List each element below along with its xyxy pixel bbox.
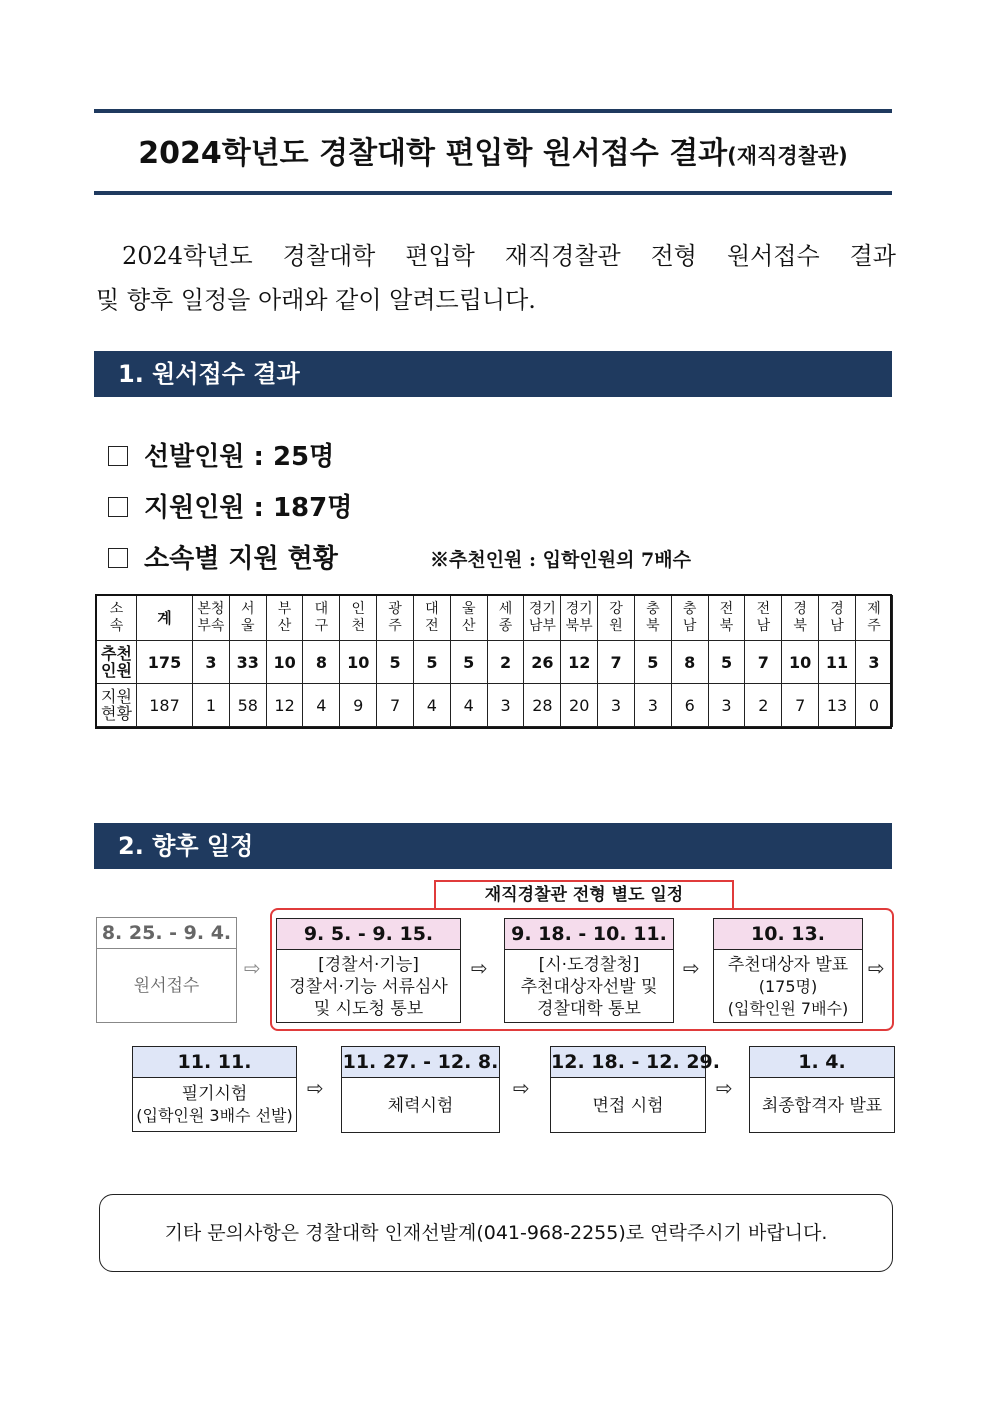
table-column-header: 계	[137, 596, 193, 641]
table-cell: 28	[524, 684, 561, 727]
table-row-label: 지원 현황	[97, 684, 137, 727]
table-cell: 3	[634, 684, 671, 727]
table-cell: 10	[782, 641, 819, 684]
arrow-right-icon: ⇨	[513, 1076, 530, 1100]
table-cell: 7	[745, 641, 782, 684]
arrow-right-icon: ⇨	[716, 1076, 733, 1100]
table-cell: 7	[598, 641, 635, 684]
step-text: 체력시험	[387, 1095, 454, 1116]
table-cell: 5	[413, 641, 450, 684]
table-cell: 4	[413, 684, 450, 727]
table-column-header: 경기 남부	[524, 596, 561, 641]
table-cell: 4	[303, 684, 340, 727]
checkbox-icon	[108, 446, 128, 466]
checkbox-icon	[108, 548, 128, 568]
table-column-header: 세 종	[487, 596, 524, 641]
step-line: 경찰서·기능 서류심사	[289, 976, 448, 997]
arrow-right-icon: ⇨	[868, 956, 885, 980]
table-cell: 175	[137, 641, 193, 684]
table-cell: 10	[340, 641, 377, 684]
table-cell: 10	[266, 641, 303, 684]
table-column-header: 경기 북부	[561, 596, 598, 641]
step-line: 필기시험	[181, 1084, 248, 1104]
step-date: 8. 25. - 9. 4.	[97, 918, 236, 949]
intro-line-1: 2024학년도 경찰대학 편입학 재직경찰관 전형 원서접수 결과	[122, 242, 896, 270]
table-column-header: 인 천	[340, 596, 377, 641]
intro-paragraph	[96, 234, 896, 322]
affiliation-table	[96, 595, 893, 727]
schedule-step-station-review	[276, 918, 461, 1023]
table-cell: 12	[266, 684, 303, 727]
step-body	[505, 950, 673, 1023]
schedule-step-physical-test	[341, 1046, 500, 1133]
title-top-rule	[94, 109, 892, 113]
table-row-recommend	[97, 641, 893, 684]
table-cell: 2	[745, 684, 782, 727]
table-column-header: 제 주	[855, 596, 892, 641]
step-line: [시·도경찰청]	[538, 954, 640, 975]
table-cell: 11	[819, 641, 856, 684]
table-cell: 3	[598, 684, 635, 727]
table-cell: 12	[561, 641, 598, 684]
table-column-header: 강 원	[598, 596, 635, 641]
step-body	[714, 950, 862, 1023]
table-row-label: 소 속	[97, 596, 137, 641]
schedule-step-application	[96, 917, 237, 1023]
table-cell: 33	[229, 641, 266, 684]
arrow-right-icon: ⇨	[471, 956, 488, 980]
table-cell: 3	[855, 641, 892, 684]
bullet-label: 지원인원 : 187명	[144, 493, 353, 523]
step-date: 9. 5. - 9. 15.	[277, 919, 460, 950]
table-cell: 8	[671, 641, 708, 684]
step-date: 11. 11.	[133, 1047, 296, 1078]
table-cell: 5	[634, 641, 671, 684]
schedule-step-recommend-announce	[713, 918, 863, 1023]
step-line: (입학인원 7배수)	[727, 998, 849, 1018]
contact-notice: 기타 문의사항은 경찰대학 인재선발계(041-968-2255)로 연락주시기 바랍니다.	[99, 1194, 893, 1272]
table-cell: 3	[193, 641, 230, 684]
table-cell: 4	[450, 684, 487, 727]
table-column-header: 대 구	[303, 596, 340, 641]
page-title	[94, 128, 892, 172]
table-header-row	[97, 596, 893, 641]
checkbox-icon	[108, 497, 128, 517]
bullet-applicant-count	[108, 487, 352, 524]
bullet-affiliation-status	[108, 538, 338, 575]
step-body	[133, 1078, 296, 1132]
step-line: 경찰대학 통보	[537, 998, 641, 1019]
arrow-right-icon: ⇨	[307, 1076, 324, 1100]
table-cell: 9	[340, 684, 377, 727]
schedule-step-provincial-selection	[504, 918, 674, 1023]
table-column-header: 전 남	[745, 596, 782, 641]
table-cell: 0	[855, 684, 892, 727]
step-line: (입학인원 3배수 선발)	[136, 1106, 293, 1125]
page-title-main: 2024학년도 경찰대학 편입학 원서접수 결과	[138, 136, 728, 171]
section-1-header: 1. 원서접수 결과	[94, 351, 892, 397]
table-cell: 5	[450, 641, 487, 684]
step-line: [경찰서·기능]	[318, 954, 419, 975]
schedule-step-interview	[550, 1046, 720, 1133]
intro-line-2: 및 향후 일정을 아래와 같이 알려드립니다.	[96, 286, 536, 314]
table-row-label: 추천 인원	[97, 641, 137, 684]
step-date: 12. 18. - 12. 29.	[551, 1047, 705, 1078]
table-cell: 7	[377, 684, 414, 727]
step-text: 최종합격자 발표	[761, 1095, 883, 1116]
table-column-header: 경 남	[819, 596, 856, 641]
step-line: 추천대상자 발표	[727, 954, 849, 975]
table-column-header: 충 남	[671, 596, 708, 641]
step-text: 면접 시험	[592, 1095, 664, 1116]
table-cell: 1	[193, 684, 230, 727]
step-date: 11. 27. - 12. 8.	[342, 1047, 499, 1078]
table-column-header: 대 전	[413, 596, 450, 641]
table-cell: 26	[524, 641, 561, 684]
table-cell: 187	[137, 684, 193, 727]
section-2-header: 2. 향후 일정	[94, 823, 892, 869]
schedule-step-final-announce	[749, 1046, 895, 1133]
table-column-header: 경 북	[782, 596, 819, 641]
table-cell: 8	[303, 641, 340, 684]
step-date: 10. 13.	[714, 919, 862, 950]
bullet-label: 선발인원 : 25명	[144, 442, 335, 472]
bullet-selection-count	[108, 436, 334, 473]
table-column-header: 서 울	[229, 596, 266, 641]
recommend-note: ※추천인원 : 입학인원의 7배수	[430, 549, 691, 571]
table-cell: 7	[782, 684, 819, 727]
table-column-header: 전 북	[708, 596, 745, 641]
step-line: (175명)	[758, 976, 818, 996]
table-cell: 3	[708, 684, 745, 727]
bullet-label: 소속별 지원 현황	[144, 544, 338, 574]
step-line: 추천대상자선발 및	[520, 976, 658, 997]
table-column-header: 울 산	[450, 596, 487, 641]
table-cell: 2	[487, 641, 524, 684]
table-cell: 6	[671, 684, 708, 727]
step-date: 9. 18. - 10. 11.	[505, 919, 673, 950]
title-bottom-rule	[94, 191, 892, 195]
table-column-header: 본청 부속	[193, 596, 230, 641]
step-text: 원서접수	[133, 976, 200, 996]
page-title-sub: (재직경찰관)	[727, 144, 848, 168]
arrow-right-icon: ⇨	[244, 956, 261, 980]
step-line: 및 시도청 통보	[313, 998, 424, 1019]
special-schedule-label: 재직경찰관 전형 별도 일정	[434, 880, 734, 908]
table-cell: 20	[561, 684, 598, 727]
table-column-header: 충 북	[634, 596, 671, 641]
table-column-header: 부 산	[266, 596, 303, 641]
table-cell: 3	[487, 684, 524, 727]
table-row-applied	[97, 684, 893, 727]
table-cell: 13	[819, 684, 856, 727]
table-cell: 58	[229, 684, 266, 727]
schedule-step-written-exam	[132, 1046, 297, 1132]
table-cell: 5	[377, 641, 414, 684]
step-date: 1. 4.	[750, 1047, 894, 1078]
step-body	[277, 950, 460, 1023]
arrow-right-icon: ⇨	[683, 956, 700, 980]
table-column-header: 광 주	[377, 596, 414, 641]
table-cell: 5	[708, 641, 745, 684]
